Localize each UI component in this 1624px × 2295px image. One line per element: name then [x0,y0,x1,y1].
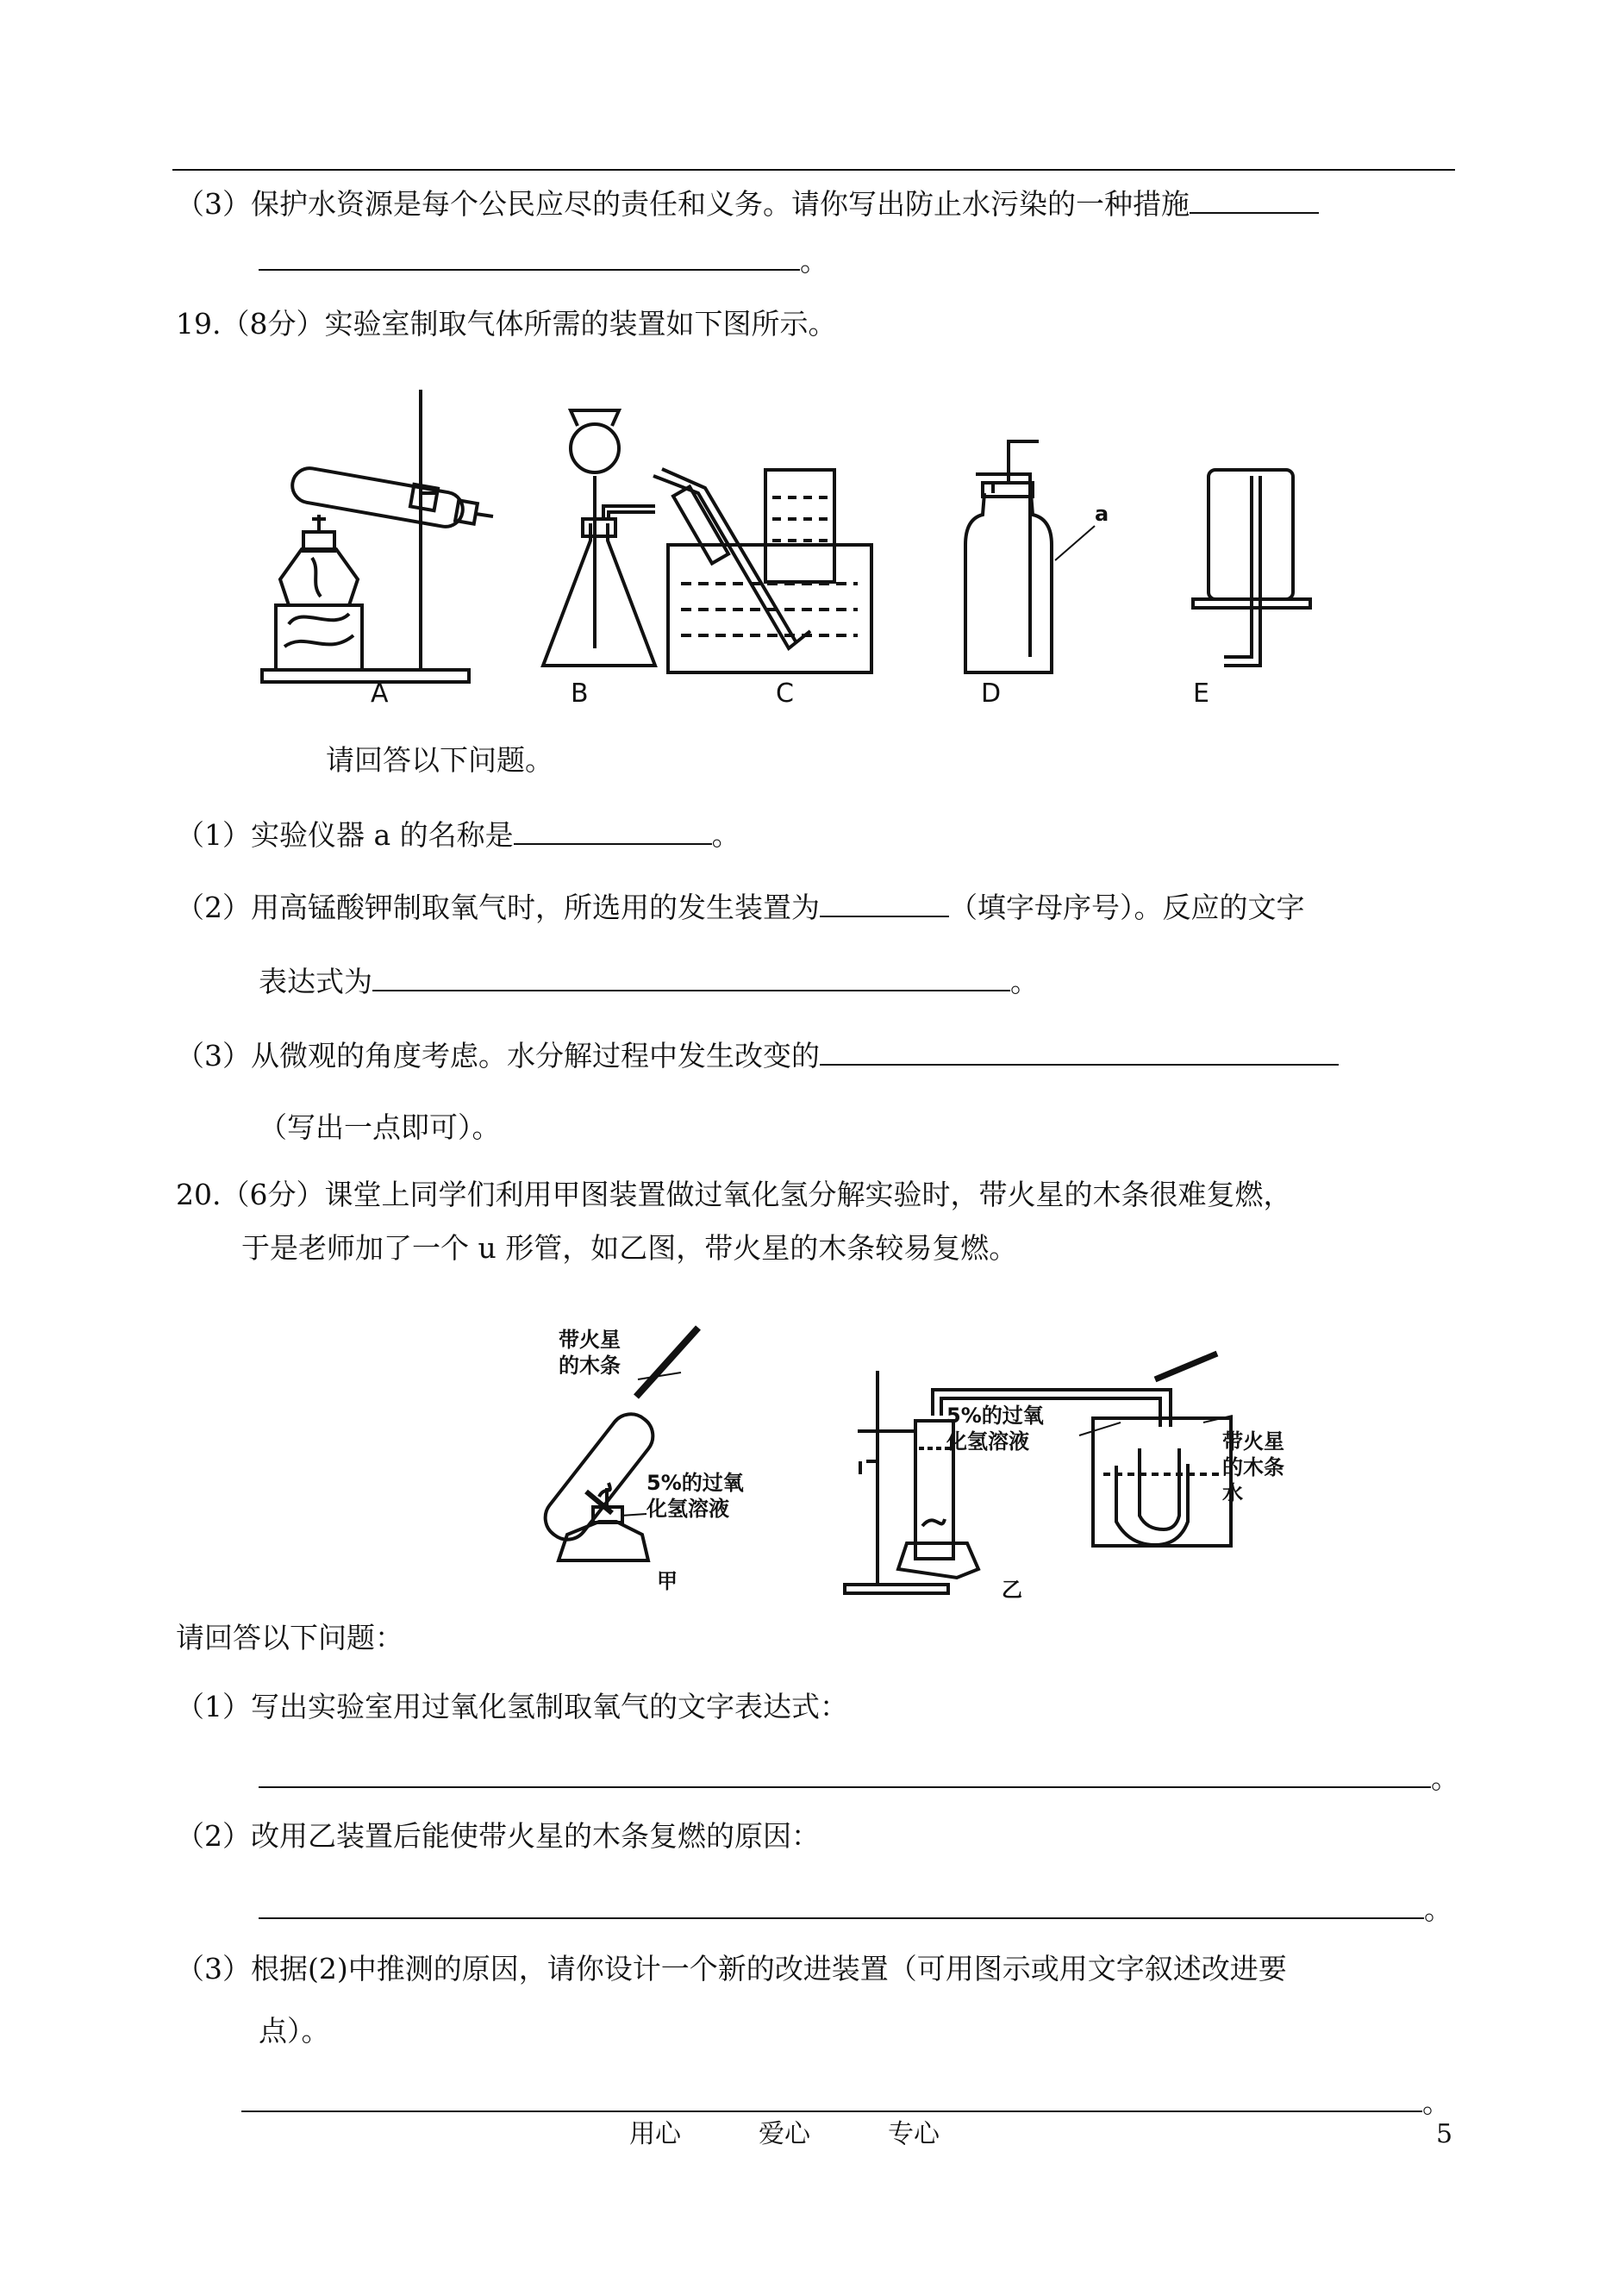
q19-p2-text: （2）用高锰酸钾制取氧气时，所选用的发生装置为 [176,891,820,924]
label-instrument-a: a [1095,502,1109,526]
yi-stick-1: 带火星 [1222,1429,1284,1454]
label-e: E [1193,678,1209,709]
q20-p3-answer-line [241,2083,1451,2120]
yi-sol-1: 5%的过氧 [946,1404,1044,1428]
q20-prompt: 请回答以下问题： [176,1621,403,1654]
q18-3-end: 。 [800,244,828,278]
q19-p2-line2-text: 表达式为 [259,965,372,998]
q20-p1-answer-line [259,1759,1459,1796]
q19-p1-end: 。 [711,818,740,852]
page-number: 5 [1436,2119,1453,2149]
jia-sol-1: 5%的过氧 [646,1471,744,1495]
top-rule [172,169,1455,171]
q19-p1-blank[interactable] [514,816,712,845]
jia-stick-1: 带火星 [559,1328,621,1352]
q20-apparatus-figure [552,1319,1284,1604]
q18-3-text: （3）保护水资源是每个公民应尽的责任和义务。请你写出防止水污染的一种措施 [176,187,1190,221]
q19-p2-end: 。 [1010,965,1039,998]
q19-p1 [176,816,740,853]
label-c: C [776,678,794,709]
q19-p1-text: （1）实验仪器 a 的名称是 [176,818,514,852]
apparatus-d [965,441,1052,672]
q19-p2-line2 [259,962,1039,999]
q20-p3-line1: （3）根据(2)中推测的原因，请你设计一个新的改进装置（可用图示或用文字叙述改进要 [176,1952,1287,1985]
q20-p3-blank[interactable] [241,2083,1422,2112]
q19-p3-text: （3）从微观的角度考虑。水分解过程中发生改变的 [176,1039,820,1072]
label-d: D [981,678,1002,709]
q20-p2-blank[interactable] [259,1890,1424,1919]
q19-p3-blank[interactable] [820,1036,1339,1066]
q20-header-line1: 20.（6分）课堂上同学们利用甲图装置做过氧化氢分解实验时，带火星的木条很难复燃， [176,1178,1292,1211]
q18-3-line1 [176,184,1319,222]
q20-p3-line2: 点）。 [259,2014,330,2048]
jia-title: 甲 [657,1569,678,1593]
q20-p2: （2）改用乙装置后能使带火星的木条复燃的原因： [176,1819,820,1853]
yi-sol-2: 化氢溶液 [946,1429,1029,1454]
q19-p2-line1 [176,888,1305,925]
label-a: A [371,678,389,709]
yi-title: 乙 [1002,1578,1022,1602]
jia-sol-2: 化氢溶液 [646,1497,729,1521]
yi-stick-2: 的木条 [1222,1455,1284,1479]
q19-prompt: 请回答以下问题。 [326,743,553,777]
apparatus-yi [845,1354,1233,1593]
apparatus-c [653,469,871,672]
q20-p1-blank[interactable] [259,1759,1431,1788]
q19-p3-line2: （写出一点即可）。 [259,1110,501,1144]
q18-3-line2 [259,241,828,278]
q20-p3-end: 。 [1422,2086,1451,2119]
apparatus-a [262,390,493,682]
footer-motto: 用心 爱心 专心 [629,2119,940,2149]
q20-p1: （1）写出实验室用过氧化氢制取氧气的文字表达式： [176,1690,848,1723]
label-b: B [571,678,589,709]
jia-stick-2: 的木条 [559,1354,621,1378]
q19-p2-blank-device[interactable] [820,888,949,917]
q19-apparatus-figure [250,372,1371,709]
q19-p2-blank-expression[interactable] [372,962,1010,991]
q18-3-answer-blank[interactable] [1190,184,1319,214]
q18-3-answer-blank-2[interactable] [259,241,800,271]
q19-p3-line1 [176,1036,1339,1073]
q19-header: 19.（8分）实验室制取气体所需的装置如下图所示。 [176,307,837,341]
q20-p2-end: 。 [1424,1892,1452,1926]
q20-header-line2: 于是老师加了一个 u 形管，如乙图，带火星的木条较易复燃。 [241,1231,1018,1265]
q20-p1-end: 。 [1431,1761,1459,1795]
q20-p2-answer-line [259,1890,1452,1927]
q19-p2-text-post: （填字母序号）。反应的文字 [949,891,1305,924]
yi-water: 水 [1222,1481,1243,1505]
apparatus-e [1193,470,1310,666]
apparatus-b [543,410,655,666]
